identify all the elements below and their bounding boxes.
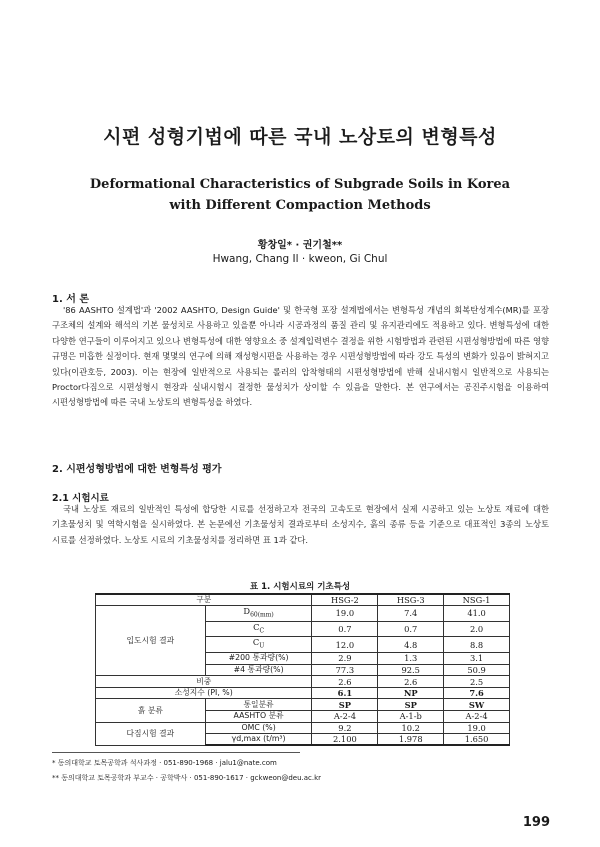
cc-subscript: C	[259, 627, 265, 635]
table-cell: 41.0	[444, 606, 510, 622]
table-cell: 7.4	[378, 606, 444, 622]
table-header-label: 구분	[96, 594, 312, 606]
table-cell: 19.0	[444, 722, 510, 734]
table-cell: A-2-4	[312, 711, 378, 723]
soil-properties-table	[95, 593, 510, 746]
table-cell: 92.5	[378, 664, 444, 676]
table-cell: NP	[378, 687, 444, 699]
row-label: #200 통과량(%)	[205, 653, 312, 665]
cu-subscript: U	[259, 643, 265, 651]
section-2-heading: 2. 시편성형방법에 대한 변형특성 평가	[52, 464, 222, 475]
table-row	[96, 687, 510, 699]
paper-title-english	[0, 174, 600, 216]
table-row	[96, 722, 510, 734]
section-1-paragraph: '86 AASHTO 설계법'과 '2002 AASHTO, Design Guide' 및 한국형 포장 설계법에서는 변형특성 개념의 회복탄성계수(MR)를 포장 구조체의 설계와 해석의 기본 물성치로 사용하고 있을뿐 아니라 시공과정의 품질 관리 및 유지관리에도 적용하고 있다. 변형특성에 대한 다양한 연구들이 이루어지고 있으나 변형특성에 대한 영향요소 중 설계입력변수 결정을 위한 시험방법과 관련된 시편성형방법에 따른 영향 규명은 미흡한 실정이다. 현재 몇몇의 연구에 의해 재성형시편을 사용하는 경우 시편성형방법에 따라 강도 특성의 변화가 있음이 밝혀지고 있다(이관호등, 2003). 이는 현장에 일반적으로 사용되는 롤러의 압착형태의 시편성형방법에 반해 실내시험시 일반적으로 사용되는 Proctor다짐으로 시편성형시 현장과 실내시험시 결정한 물성치가 상이할 수 있음을 말한다. 본 연구에서는 공진주시험을 이용하여 시편성형방법에 따른 국내 노상토의 변형특성을 하였다.	[52, 305, 549, 408]
table-column-header: HSG-2	[312, 594, 378, 606]
page-number: 199	[522, 815, 550, 830]
paper-title-korean: 시편 성형기법에 따른 국내 노상토의 변형특성	[103, 126, 497, 148]
row-label: $C_U$	[205, 637, 312, 653]
table-cell: SP	[378, 699, 444, 711]
table-cell: 1.3	[378, 653, 444, 665]
table-cell: A-1-b	[378, 711, 444, 723]
footnote-author-2: ** 동의대학교 토목공학과 부교수 · 공학박사 · 051-890-1617 · gckweon@deu.ac.kr	[52, 774, 322, 782]
table-cell: 10.2	[378, 722, 444, 734]
table-cell: SW	[444, 699, 510, 711]
title-en-line-1: Deformational Characteristics of Subgrade Soils in Korea	[89, 177, 511, 192]
footnote-author-1: * 동의대학교 토목공학과 석사과정 · 051-890-1968 · jalu1@nate.com	[52, 759, 277, 767]
table-cell: 0.7	[378, 621, 444, 637]
table-cell: 77.3	[312, 664, 378, 676]
table-row	[96, 699, 510, 711]
table-cell: A-2-4	[444, 711, 510, 723]
table-cell: 6.1	[312, 687, 378, 699]
table-cell: 12.0	[312, 637, 378, 653]
table-cell: 2.6	[312, 676, 378, 688]
table-cell: 4.8	[378, 637, 444, 653]
title-en-line-2: with Different Compaction Methods	[169, 198, 431, 213]
table-cell: 1.650	[444, 734, 510, 746]
table-caption: 표 1. 시험시료의 기초특성	[249, 582, 351, 592]
row-label: OMC (%)	[205, 722, 312, 734]
table-column-header: NSG-1	[444, 594, 510, 606]
section-2-1-paragraph: 국내 노상토 재료의 일반적인 특성에 합당한 시료를 선정하고자 전국의 고속도로 현장에서 실제 시공하고 있는 노상토 재료에 대한 기초물성치 및 역학시험을 실시하였다. 본 논문에선 기초물성치 결과로부터 소성지수, 흙의 종류 등을 기준으로 대표적인 3종의 노상토 시료를 선정하였다. 노상토 시료의 기초물성치를 정리하면 표 1과 같다.	[52, 504, 549, 545]
table-column-header: HSG-3	[378, 594, 444, 606]
table-cell: 2.0	[444, 621, 510, 637]
footnote-divider	[52, 752, 300, 753]
row-label: $D_{60(mm)}$	[205, 606, 312, 622]
row-label: AASHTO 분류	[205, 711, 312, 723]
pi-label: 소성지수 (PI, %)	[96, 687, 312, 699]
row-label: 통일분류	[205, 699, 312, 711]
grain-group-label: 입도시험 결과	[96, 606, 206, 676]
table-cell: 9.2	[312, 722, 378, 734]
table-cell: 2.5	[444, 676, 510, 688]
table-cell: 2.100	[312, 734, 378, 746]
table-cell: 19.0	[312, 606, 378, 622]
soil-group-label: 흙 분류	[96, 699, 206, 722]
table-header-row	[96, 594, 510, 606]
table-cell: SP	[312, 699, 378, 711]
table-row	[96, 676, 510, 688]
table-cell: 50.9	[444, 664, 510, 676]
compaction-group-label: 다짐시험 결과	[96, 722, 206, 745]
row-label: #4 통과량(%)	[205, 664, 312, 676]
table-row	[96, 606, 510, 622]
table-cell: 3.1	[444, 653, 510, 665]
authors-korean: 황창일* · 권기철**	[257, 240, 343, 251]
row-label: $C_C$	[205, 621, 312, 637]
section-1-heading: 1. 서 론	[52, 294, 90, 305]
table-cell: 0.7	[312, 621, 378, 637]
table-cell: 2.9	[312, 653, 378, 665]
table-cell: 8.8	[444, 637, 510, 653]
row-label: γd,max (t/m³)	[205, 734, 312, 746]
gravity-label: 비중	[96, 676, 312, 688]
table-cell: 7.6	[444, 687, 510, 699]
section-2-1-heading: 2.1 시험시료	[52, 493, 109, 504]
authors-english: Hwang, Chang Il · kweon, Gi Chul	[212, 253, 388, 265]
d60-subscript: 60(mm)	[250, 611, 274, 619]
table-cell: 1.978	[378, 734, 444, 746]
table-cell: 2.6	[378, 676, 444, 688]
